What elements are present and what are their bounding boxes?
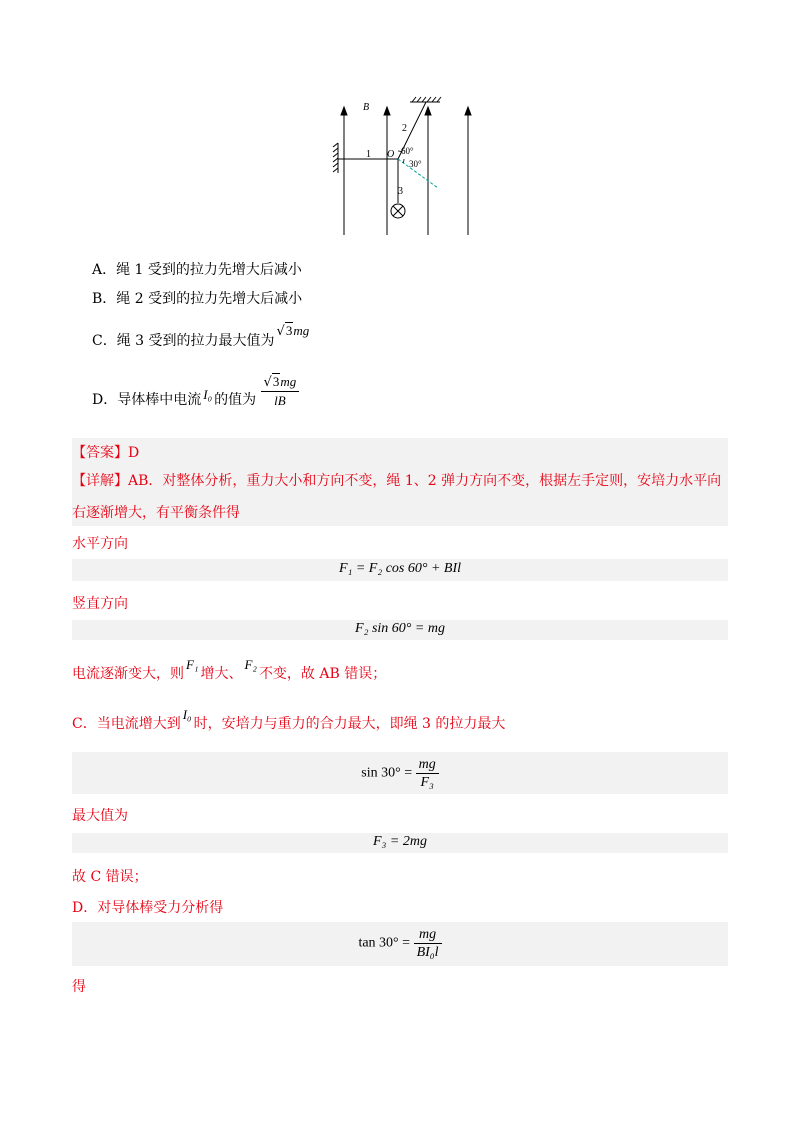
max-value-label: 最大值为 — [72, 808, 128, 824]
angle-arc-30 — [403, 159, 404, 163]
equation-3: sin 30° = $\frac{mg}{\text{F₃}}$ — [72, 756, 728, 791]
d-analysis-line: D．对导体棒受力分析得 — [72, 900, 224, 916]
detail-label: 【详解】 — [72, 473, 128, 489]
detail-line-2: 右逐渐增大，有平衡条件得 — [72, 505, 240, 521]
label-B: B — [363, 102, 370, 113]
detail-text-1: AB．对整体分析，重力大小和方向不变，绳 1、2 弹力方向不变，根据左手定则，安培力水平向 — [128, 473, 722, 489]
label-angle-30: 30° — [409, 159, 422, 169]
c-wrong: 故 C 错误； — [72, 869, 148, 885]
equation-box-2 — [72, 620, 728, 640]
equation-4: F₃ = 2mg — [373, 834, 427, 849]
ceiling — [410, 97, 441, 102]
c-analysis-line: C．当电流增大到I₀时，安培力与重力的合力最大，即绳 3 的拉力最大 — [72, 712, 505, 736]
label-3: 3 — [398, 186, 403, 197]
option-d-mid: 的值为 — [214, 392, 257, 408]
equation-box-4 — [72, 833, 728, 853]
equation-box-5 — [72, 922, 728, 966]
option-c-value: √3mg — [276, 323, 310, 339]
equation-2: F₂ sin 60° = mg — [355, 621, 445, 636]
de-label: 得 — [72, 979, 86, 995]
horizontal-direction: 水平方向 — [72, 536, 128, 552]
option-b: B．绳 2 受到的拉力先增大后减小 — [92, 291, 303, 307]
answer-label: 【答案】D — [72, 445, 140, 461]
left-wall — [333, 143, 338, 173]
symbol-F2: F₂ — [244, 657, 257, 672]
physics-figure — [330, 95, 480, 240]
option-c-prefix: C．绳 3 受到的拉力最大值为 — [92, 333, 275, 349]
equation-5: tan 30° = $\frac{mg}{\text{BI₀l}}$ — [72, 926, 728, 961]
equation-1: F₁ = F₂ cos 60° + BIl — [338, 561, 462, 576]
conclusion-ab: 电流逐渐变大，则F₁增大、F₂不变，故 AB 错误； — [72, 662, 386, 686]
label-2: 2 — [402, 123, 407, 134]
conductor-current-into-page-icon — [391, 204, 405, 218]
label-angle-60: 60° — [401, 146, 414, 156]
detail-line-1 — [72, 469, 721, 493]
symbol-F1: F₁ — [186, 657, 199, 672]
option-a: A．绳 1 受到的拉力先增大后减小 — [92, 262, 302, 278]
option-d-fraction: $\frac{√3mg}{lB}$ — [261, 373, 300, 409]
option-d-prefix: D．导体棒中电流 — [92, 392, 202, 408]
label-1: 1 — [366, 149, 371, 160]
option-d — [92, 374, 299, 418]
equation-box-1 — [72, 559, 728, 581]
label-O: O — [387, 149, 395, 160]
vertical-direction: 竖直方向 — [72, 596, 128, 612]
symbol-I0: I₀ — [182, 707, 192, 722]
option-c — [92, 323, 311, 350]
option-d-current-symbol: I₀ — [203, 387, 213, 402]
equation-box-3 — [72, 752, 728, 794]
